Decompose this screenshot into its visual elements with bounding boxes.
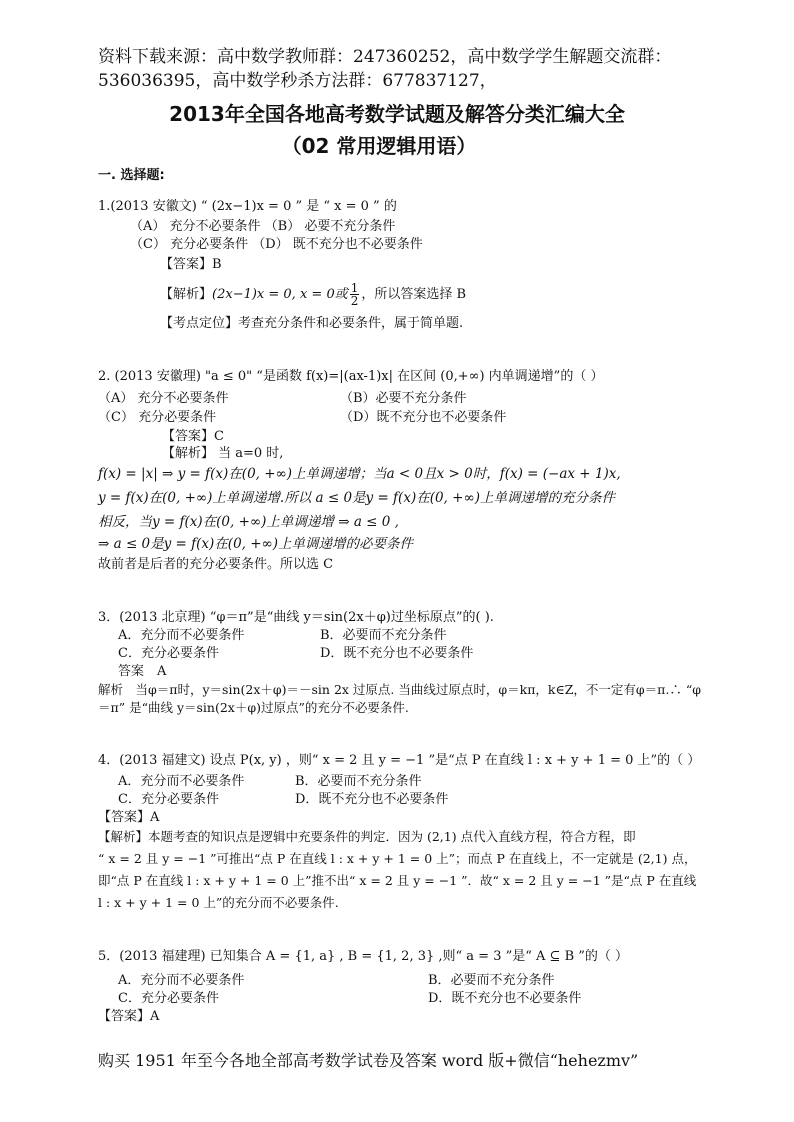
- q2-option-a: （A） 充分不必要条件: [98, 391, 229, 406]
- q4-analysis-line4: l : x + y + 1 = 0 上”的充分而不必要条件.: [98, 895, 339, 910]
- q1-options-row2: （C） 充分必要条件 （D） 既不充分也不必要条件: [130, 237, 423, 252]
- q5-option-c: C．充分必要条件: [118, 991, 219, 1006]
- q1-point: 【考点定位】考查充分条件和必要条件，属于简单题.: [160, 316, 464, 331]
- q5-option-b: B．必要而不充分条件: [428, 973, 555, 988]
- q2-analysis-line3: 相反，当y = f(x)在(0, +∞)上单调递增 ⇒ a ≤ 0 ,: [98, 514, 399, 530]
- q5-option-a: A．充分而不必要条件: [118, 973, 245, 988]
- q3-stem: 3．(2013 北京理) “φ＝π”是“曲线 y＝sin(2x＋φ)过坐标原点”的( ).: [98, 610, 494, 625]
- q3-analysis-line2: ＝π” 是“曲线 y＝sin(2x＋φ)过原点”的充分不必要条件.: [98, 700, 409, 715]
- q1-analysis-tail: ，所以答案选择 B: [361, 287, 467, 302]
- q4-stem: 4．(2013 福建文) 设点 P(x, y) ，则“ x = 2 且 y = −1 ”是“点 P 在直线 l : x + y + 1 = 0 上”的（ ）: [98, 753, 701, 768]
- q3-analysis-line1: 解析 当φ＝π时，y＝sin(2x＋φ)＝－sin 2x 过原点. 当曲线过原点时，φ＝kπ，k∈Z，不一定有φ＝π.∴ “φ: [98, 682, 701, 697]
- q2-option-d: （D）既不充分也不必要条件: [340, 410, 507, 425]
- q2-analysis-line5: 故前者是后者的充分必要条件。所以选 C: [98, 557, 334, 572]
- q1-analysis: [160, 282, 466, 307]
- q4-analysis-line3: 即“点 P 在直线 l : x + y + 1 = 0 上”推不出“ x = 2 且 y = −1 ”．故“ x = 2 且 y = −1 ”是“点 P 在直线: [98, 873, 697, 888]
- q1-options-row1: （A） 充分不必要条件 （B） 必要不充分条件: [130, 219, 396, 234]
- q5-stem: 5．(2013 福建理) 已知集合 A = {1, a} , B = {1, 2, 3} ,则“ a = 3 ”是“ A ⊆ B ”的（ ）: [98, 949, 629, 964]
- q4-option-c: C．充分必要条件: [118, 792, 219, 807]
- q1-fraction: [350, 282, 360, 307]
- q2-option-c: （C） 充分必要条件: [98, 410, 217, 425]
- q4-analysis-line2: “ x = 2 且 y = −1 ”可推出“点 P 在直线 l : x + y + 1 = 0 上”；而点 P 在直线上，不一定就是 (2,1) 点，: [98, 851, 697, 866]
- q2-analysis-line2: y = f(x)在(0, +∞)上单调递增.所以 a ≤ 0是y = f(x)在(0, +∞)上单调递增的充分条件: [98, 490, 615, 506]
- q3-option-a: A．充分而不必要条件: [118, 628, 245, 643]
- footer-note: 购买 1951 年至今各地全部高考数学试卷及答案 word 版+微信“hehezmv”: [98, 1051, 639, 1070]
- header-line-1: 资料下载来源：高中数学教师群：247360252，高中数学学生解题交流群：: [98, 47, 672, 67]
- q2-answer: 【答案】C: [162, 429, 224, 444]
- q3-answer: 答案 A: [118, 664, 167, 679]
- q2-option-b: （B）必要不充分条件: [340, 391, 467, 406]
- q1-stem: 1.(2013 安徽文) “ (2x−1)x = 0 ” 是 “ x = 0 ” 的: [98, 199, 397, 214]
- q1-frac-den: 2: [350, 294, 359, 308]
- q1-analysis-prefix: 【解析】: [160, 287, 213, 302]
- section-heading: 一. 选择题:: [98, 168, 165, 183]
- q3-option-b: B．必要而不充分条件: [320, 628, 447, 643]
- q4-answer: 【答案】A: [98, 810, 160, 825]
- q1-frac-num: 1: [350, 281, 359, 295]
- q2-analysis-line1: f(x) = |x| ⇒ y = f(x)在(0, +∞)上单调递增；当a < 0且x > 0时，f(x) = (−ax + 1)x,: [98, 466, 621, 482]
- q3-option-d: D．既不充分也不必要条件: [320, 646, 474, 661]
- page-subtitle: （02 常用逻辑用语）: [281, 134, 477, 158]
- q1-analysis-math: (2x−1)x = 0, x = 0或: [212, 287, 348, 302]
- q5-option-d: D．既不充分也不必要条件: [428, 991, 582, 1006]
- q3-option-c: C．充分必要条件: [118, 646, 219, 661]
- q1-answer: 【答案】B: [160, 257, 222, 272]
- q2-analysis-line4: ⇒ a ≤ 0是y = f(x)在(0, +∞)上单调递增的必要条件: [98, 536, 414, 552]
- q4-option-a: A．充分而不必要条件: [118, 774, 245, 789]
- q4-analysis-line1: 【解析】本题考查的知识点是逻辑中充要条件的判定．因为 (2,1) 点代入直线方程，符合方程，即: [98, 829, 636, 844]
- header-line-2: 536036395，高中数学秒杀方法群：677837127，: [98, 71, 497, 91]
- page-title: 2013年全国各地高考数学试题及解答分类汇编大全: [169, 102, 625, 126]
- q2-analysis: 【解析】 当 a=0 时,: [162, 446, 284, 461]
- q4-option-b: B．必要而不充分条件: [295, 774, 422, 789]
- q5-answer: 【答案】A: [98, 1009, 160, 1024]
- q2-stem: 2. (2013 安徽理) "a ≤ 0" “是函数 f(x)=|(ax-1)x| 在区间 (0,+∞) 内单调递增”的（ ）: [98, 369, 604, 384]
- q4-option-d: D．既不充分也不必要条件: [295, 792, 449, 807]
